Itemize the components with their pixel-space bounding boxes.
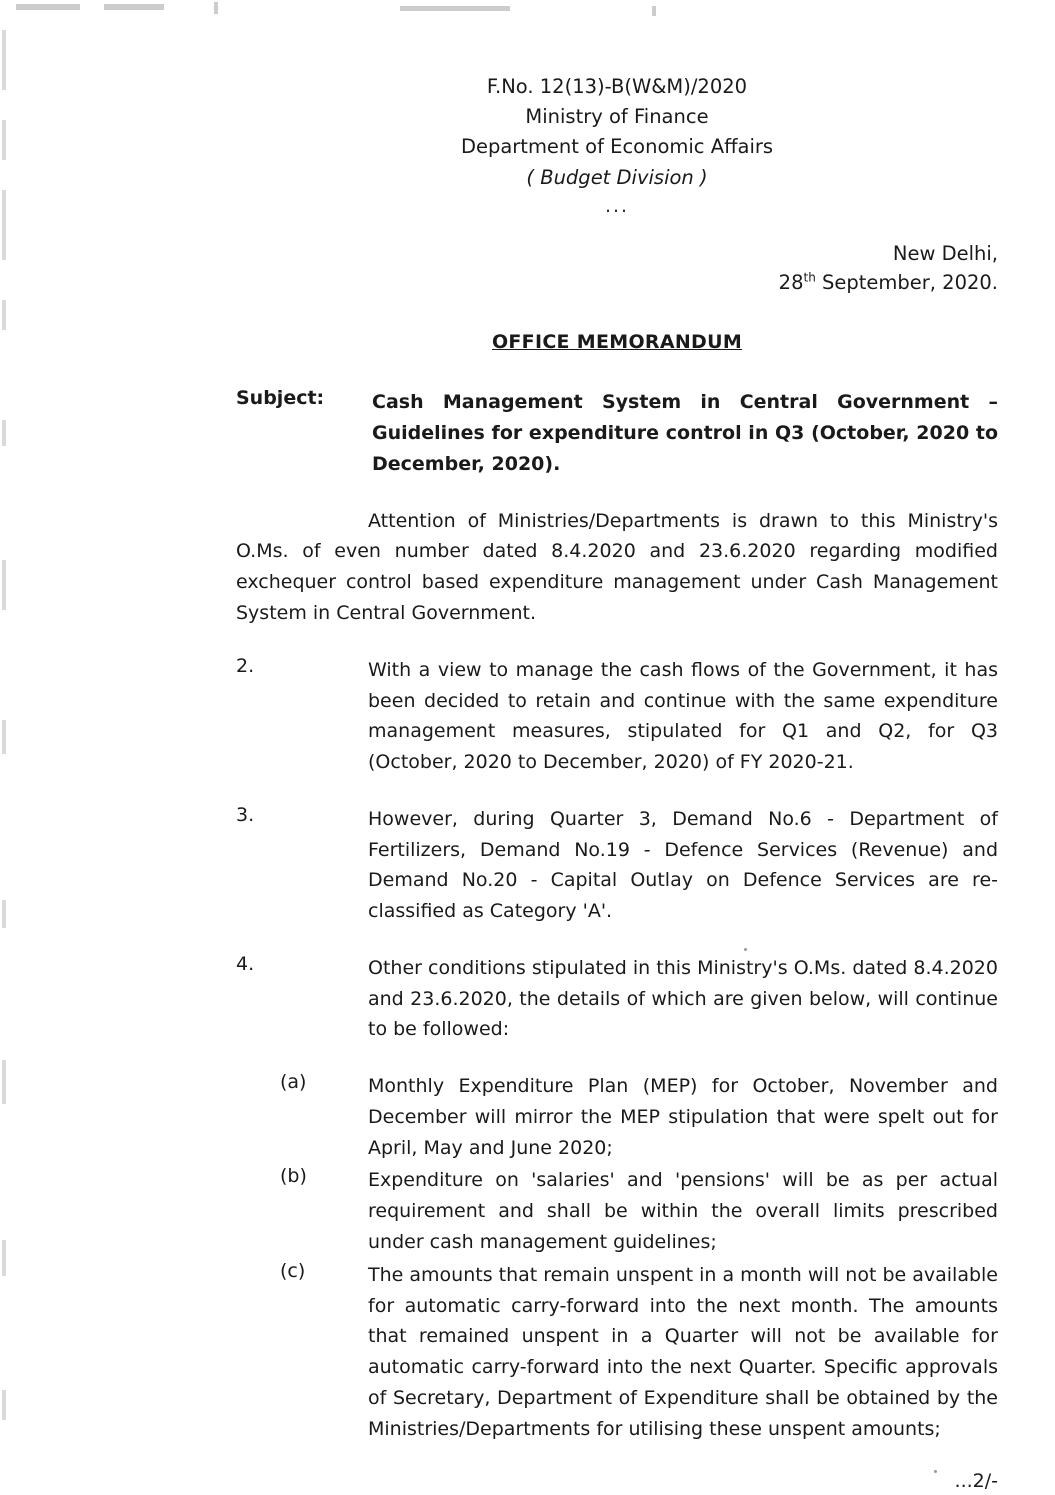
clause-text-c: The amounts that remain unspent in a month will not be available for automatic carry-forward into the next month. The amounts that remained unspent in a Quarter will not be available for automatic carry-forward into the next Quarter. Specific approvals of Secretary, Department of Expenditure shall be obtained by the Ministries/Departments for utilising these unspent amounts; [368, 1263, 998, 1440]
paragraph-4 [236, 953, 998, 1045]
scan-top-artifacts [0, 0, 1055, 22]
place-line: New Delhi, [892, 241, 998, 265]
document-content [236, 72, 998, 1492]
date-ordinal-suffix: th [803, 270, 816, 285]
scan-edge-artifacts [0, 0, 12, 1495]
date-day: 28 [778, 271, 804, 295]
paragraph-2-number: 2. [236, 654, 255, 677]
file-number: F.No. 12(13)-B(W&M)/2020 [486, 75, 748, 98]
intro-paragraph [236, 506, 998, 629]
header-separator-dots: ... [604, 194, 630, 217]
clause-marker-c: (c) [280, 1259, 306, 1282]
clause-text-b: Expenditure on 'salaries' and 'pensions' will be as per actual requirement and shall be within the overall limits prescribed under cash management guidelines; [368, 1169, 998, 1253]
division-name: ( Budget Division ) [526, 165, 708, 189]
department-name: Department of Economic Affairs [460, 135, 774, 159]
paragraph-4-text: Other conditions stipulated in this Ministry's O.Ms. dated 8.4.2020 and 23.6.2020, the details of which are given below, will continue to be followed: [368, 956, 998, 1041]
intro-paragraph-text: Attention of Ministries/Departments is drawn to this Ministry's O.Ms. of even number dated 8.4.2020 and 23.6.2020 regarding modified exchequer control based expenditure management under Cash Management System in Central Government. [236, 509, 998, 624]
clause-list [236, 1071, 998, 1444]
list-item [236, 1165, 998, 1257]
clause-text-a: Monthly Expenditure Plan (MEP) for October, November and December will mirror the MEP stipulation that were spelt out for April, May and June 2020; [368, 1075, 998, 1159]
subject-label: Subject: [236, 387, 325, 410]
paragraph-3 [236, 804, 998, 927]
place-and-date [236, 239, 998, 298]
subject-block [236, 387, 998, 479]
clause-marker-a: (a) [280, 1071, 307, 1094]
clause-marker-b: (b) [280, 1165, 307, 1188]
date-month-year: September, 2020. [815, 271, 998, 295]
subject-text: Cash Management System in Central Government – Guidelines for expenditure control in Q3 (October, 2020 to December, 2020). [372, 391, 998, 475]
ministry-name: Ministry of Finance [525, 105, 709, 129]
paragraph-2 [236, 655, 998, 778]
paragraph-3-text: However, during Quarter 3, Demand No.6 - Department of Fertilizers, Demand No.19 - Defence Services (Revenue) and Demand No.20 - Capital Outlay on Defence Services are re-classified as Category 'A'. [368, 807, 998, 923]
page-continuation-marker: ...2/- [954, 1470, 998, 1493]
list-item [236, 1071, 998, 1163]
date-line [236, 268, 998, 297]
list-item [236, 1260, 998, 1445]
page-title: OFFICE MEMORANDUM [491, 331, 743, 354]
paragraph-4-number: 4. [236, 952, 255, 975]
paragraph-2-text: With a view to manage the cash flows of the Government, it has been decided to retain and continue with the same expenditure management measures, stipulated for Q1 and Q2, for Q3 (October, 2020 to December, 2020) of FY 2020-21. [368, 658, 998, 774]
document-header [236, 72, 998, 193]
paragraph-3-number: 3. [236, 803, 255, 826]
